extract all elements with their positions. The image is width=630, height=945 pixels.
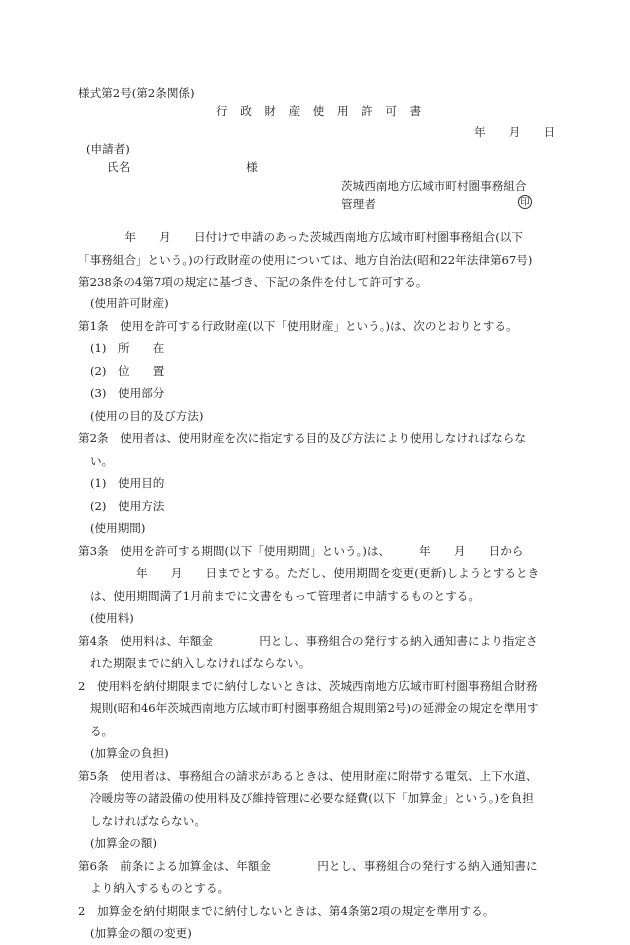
body-line: 規則(昭和46年茨城西南地方広域市町村圏事務組合規則第2号)の延滞金の規定を準用す xyxy=(90,701,539,715)
body-line: (2) 使用方法 xyxy=(90,498,165,513)
intro-line: 第238条の4第7項の規定に基づき、下記の条件を付して許可する。 xyxy=(78,275,428,289)
seal-mark: 印 xyxy=(518,195,532,209)
body-line: れた期限までに納入しなければならない。 xyxy=(90,656,311,670)
issuer-title: 管理者 xyxy=(341,197,376,211)
body-line: 第3条 使用を許可する期間(以下「使用期間」という。)は、 年 月 日から xyxy=(78,543,524,558)
document-title: 行 政 財 産 使 用 許 可 書 xyxy=(216,104,422,118)
body-line: 第6条 前条による加算金は、年額金 円とし、事務組合の発行する納入通知書に xyxy=(78,858,538,873)
form-label: 様式第2号(第2条関係) xyxy=(78,86,195,100)
body-line: 第5条 使用者は、事務組合の請求があるときは、使用財産に附帯する電気、上下水道、 xyxy=(78,768,538,783)
body-line: 第2条 使用者は、使用財産を次に指定する目的及び方法により使用しなければならな xyxy=(78,431,526,445)
body-line: (加算金の額の変更) xyxy=(90,926,192,940)
body-line: い。 xyxy=(90,453,114,468)
body-line: は、使用期間満了1月前までに文書をもって管理者に申請するものとする。 xyxy=(90,588,480,603)
body-line: る。 xyxy=(90,723,114,738)
intro-line: 「事務組合」という。)の行政財産の使用については、地方自治法(昭和22年法律第67号) xyxy=(78,252,533,267)
intro-line: 年 月 日付けで申請のあった茨城西南地方広域市町村圏事務組合(以下 xyxy=(78,230,523,244)
body-line: 2 使用料を納付期限までに納付しないときは、茨城西南地方広域市町村圏事務組合財務 xyxy=(78,678,538,693)
body-line: 第1条 使用を許可する行政財産(以下「使用財産」という。)は、次のとおりとする。 xyxy=(78,318,518,333)
intro-paragraph xyxy=(78,226,618,294)
body-line: (加算金の額) xyxy=(90,836,158,850)
body-line: しなければならない。 xyxy=(90,813,206,828)
body-line: 2 加算金を納付期限までに納付しないときは、第4条第2項の規定を準用する。 xyxy=(78,903,495,918)
issue-date: 年 月 日 xyxy=(474,125,556,139)
body-line: (使用許可財産) xyxy=(90,296,169,310)
body-line: (1) 使用目的 xyxy=(90,476,165,490)
body-line: (2) 位 置 xyxy=(90,363,165,378)
applicant-name-line: 氏名 様 xyxy=(107,160,258,174)
body-line: (加算金の負担) xyxy=(90,746,169,760)
applicant-heading: (申請者) xyxy=(86,142,130,156)
issuer-organization: 茨城西南地方広域市町村圏事務組合 xyxy=(341,179,527,193)
body-line: より納入するものとする。 xyxy=(90,881,230,895)
body-line: (使用料) xyxy=(90,611,134,625)
body-line: (3) 使用部分 xyxy=(90,386,165,400)
body-line: 第4条 使用料は、年額金 円とし、事務組合の発行する納入通知書により指定さ xyxy=(78,633,538,648)
body-line: 年 月 日までとする。ただし、使用期間を変更(更新)しようとするとき xyxy=(78,566,540,580)
body-line: (使用の目的及び方法) xyxy=(90,408,204,423)
body-line: (1) 所 在 xyxy=(90,341,165,355)
body-line: 冷暖房等の諸設備の使用料及び維持管理に必要な経費(以下「加算金」という。)を負担 xyxy=(90,791,534,805)
conditions-body xyxy=(78,292,618,945)
body-line: (使用期間) xyxy=(90,521,146,535)
